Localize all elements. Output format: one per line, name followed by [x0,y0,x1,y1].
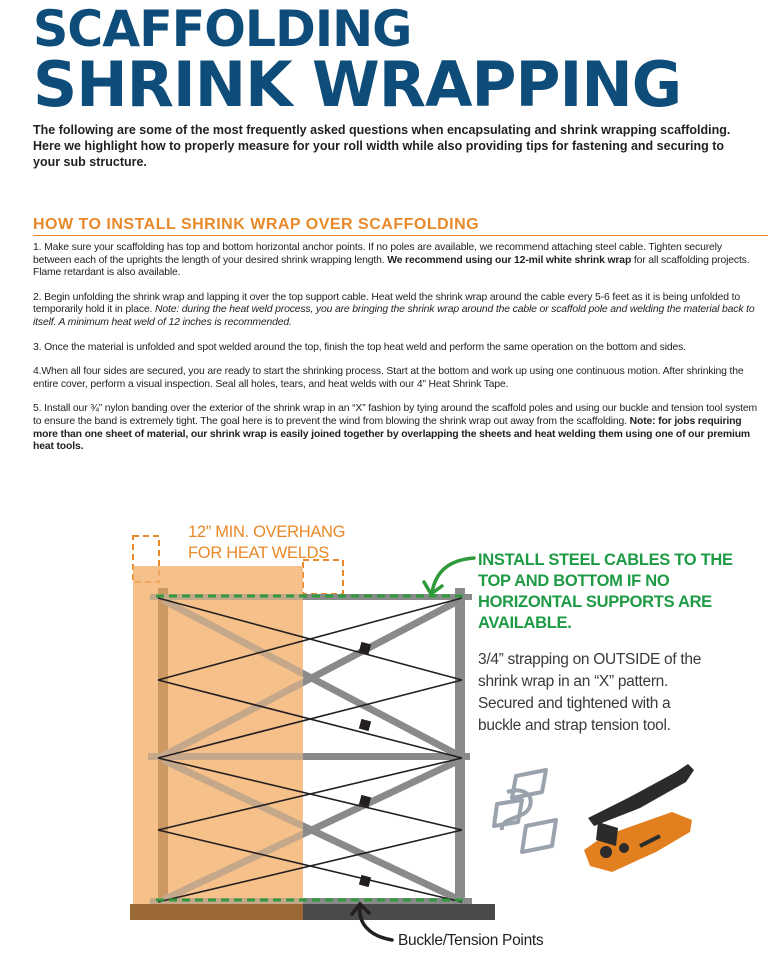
step-3: 3. Once the material is unfolded and spot welded around the top, finish the top heat weld and perform the same operation on the bottom and sides. [33,341,686,353]
instruction-steps [33,242,761,466]
steel-cable-label-line-3: HORIZONTAL SUPPORTS ARE [478,593,712,611]
steel-cable-label-line-1: INSTALL STEEL CABLES TO THE [478,551,733,569]
overhang-label-line-2: FOR HEAT WELDS [188,544,329,562]
metal-buckles-icon [494,770,556,852]
tension-tool-icon [584,764,694,872]
steel-cable-arrow-icon [424,558,474,594]
steel-cable-label-line-4: AVAILABLE. [478,614,572,632]
strapping-label-line-1: 3/4” strapping on OUTSIDE of the [478,651,702,668]
strapping-label-line-4: buckle and strap tension tool. [478,717,671,734]
step-5-note: Note: for jobs requiring more than one sheet of material, our shrink wrap is easily joined together by overlapping the sheets and heat welding them using one of our premium heat tools. [33,415,750,453]
step-1-text: 1. Make sure your scaffolding has top and bottom horizontal anchor points. If no poles are available, we recommend attaching steel cable. Tighten securely between each of the uprights the length of your desired shrink wrapping length. [33,242,722,266]
steel-cable-label-line-2: TOP AND BOTTOM IF NO [478,572,670,590]
base-right [303,904,495,920]
strapping-label [478,649,701,737]
overhang-marker-right [303,560,343,594]
strapping-label-line-3: Secured and tightened with a [478,695,671,712]
step-1-text-end: for all scaffolding projects. Flame retardant is also available. [33,254,750,279]
strapping-label-line-2: shrink wrap in an “X” pattern. [478,673,669,690]
step-2-note: Note: during the heat weld process, you are bringing the shrink wrap around the cable or scaffold pole and welding the material back to itself. A minimum heat weld of 12 inches is recommended. [33,304,755,328]
steel-cable-label [478,550,733,634]
step-1 [33,242,761,280]
title-line-1: SCAFFOLDING [33,0,412,58]
step-2 [33,292,761,330]
step-5-text: 5. Install our ¾” nylon banding over the exterior of the shrink wrap in an “X” fashion by tying around the scaffold poles and using our buckle and tension tool system to ensure the band is extremely tight. The goal here is to prevent the wind from blowing the shrink wrap out away from the scaffolding. [33,403,758,427]
section-heading: HOW TO INSTALL SHRINK WRAP OVER SCAFFOLDING [33,216,480,233]
base-left [130,904,303,920]
scaffold-upright-right [455,588,465,906]
overhang-label-line-1: 12” MIN. OVERHANG [188,523,346,541]
overhang-label [188,522,345,564]
buckle-tension-label: Buckle/Tension Points [398,932,544,949]
step-5 [33,403,761,453]
title-line-2: SHRINK WRAPPING [33,48,682,121]
step-4: 4.When all four sides are secured, you are ready to start the shrinking process. Start at the bottom and work up using one continuous motion. After shrinking the entire cover, perform a visual inspection. Seal all holes, tears, and heat welds with our 4” Heat Shrink Tape. [33,366,744,390]
intro-paragraph: The following are some of the most frequently asked questions when encapsulating and shrink wrapping scaffolding. Here we highlight how to properly measure for your roll width while also providing tips for fastening and securing to your sub structure. [33,123,731,169]
section-divider [33,235,768,236]
step-1-emphasis: We recommend using our 12-mil white shrink wrap [387,254,632,266]
step-2-text: 2. Begin unfolding the shrink wrap and lapping it over the top support cable. Heat weld the shrink wrap around the cable every 5-6 feet as it is being unfolded to temporarily hold it in place. [33,291,740,316]
